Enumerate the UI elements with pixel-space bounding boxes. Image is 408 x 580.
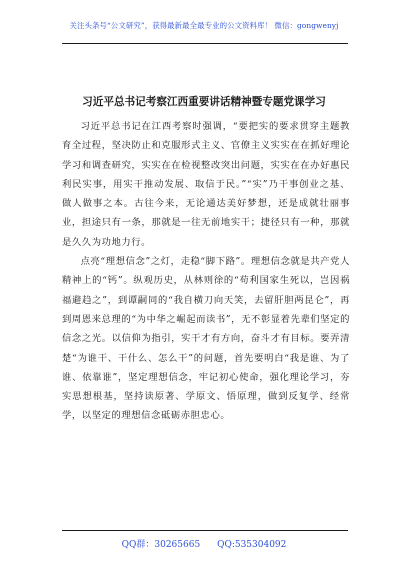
document-title: 习近平总书记考察江西重要讲话精神暨专题党课学习 [82,96,326,108]
qq-number: QQ:535304092 [217,540,287,550]
qq-group-number: QQ群：30265665 [121,540,201,550]
footer-divider [62,530,348,531]
paragraph: 点亮“理想信念”之灯，走稳“脚下路”。理想信念就是共产党人精神上的“钙”。纵观历史，从林则徐的“苟利国家生死以，岂因祸福避趋之”，到谭嗣同的“我自横刀向天笑，去留肝胆两昆仑”，再到周恩来总理的“为中华之崛起而读书”，无不彰显着先辈们坚定的信念之光。以信仰为指引，实干才有方向，奋斗才有目标。要弄清楚“为谁干、干什么、怎么干”的问题，首先要明白“我是谁、为了谁、依靠谁”，坚定理想信念，牢记初心使命，强化理论学习，夯实思想根基，坚持读原著、学原文、悟原理，做到反复学、经常学，以坚定的理想信念砥砺赤胆忠心。 [62,256,350,422]
header-banner: 关注头条号“公文研究”，获得最新最全最专业的公文资料库！ 微信：gongwenyj [69,21,339,30]
footer [0,537,408,550]
header-divider [62,43,348,44]
paragraph: 习近平总书记在江西考察时强调，“要把实的要求贯穿主题教育全过程，坚决防止和克服形式主义、官僚主义实实在在抓好理论学习和调查研究，实实在在检视整改突出问题，实实在在办好惠民利民实事，用实干推动发展、取信于民。”“实”乃干事创业之基、做人做事之本。古往今来，无论通达美好梦想，还是成就壮丽事业，担途只有一条，那就是一往无前地实干；捷径只有一种，那就是久久为功地力行。 [62,121,350,248]
document-body [62,117,350,426]
